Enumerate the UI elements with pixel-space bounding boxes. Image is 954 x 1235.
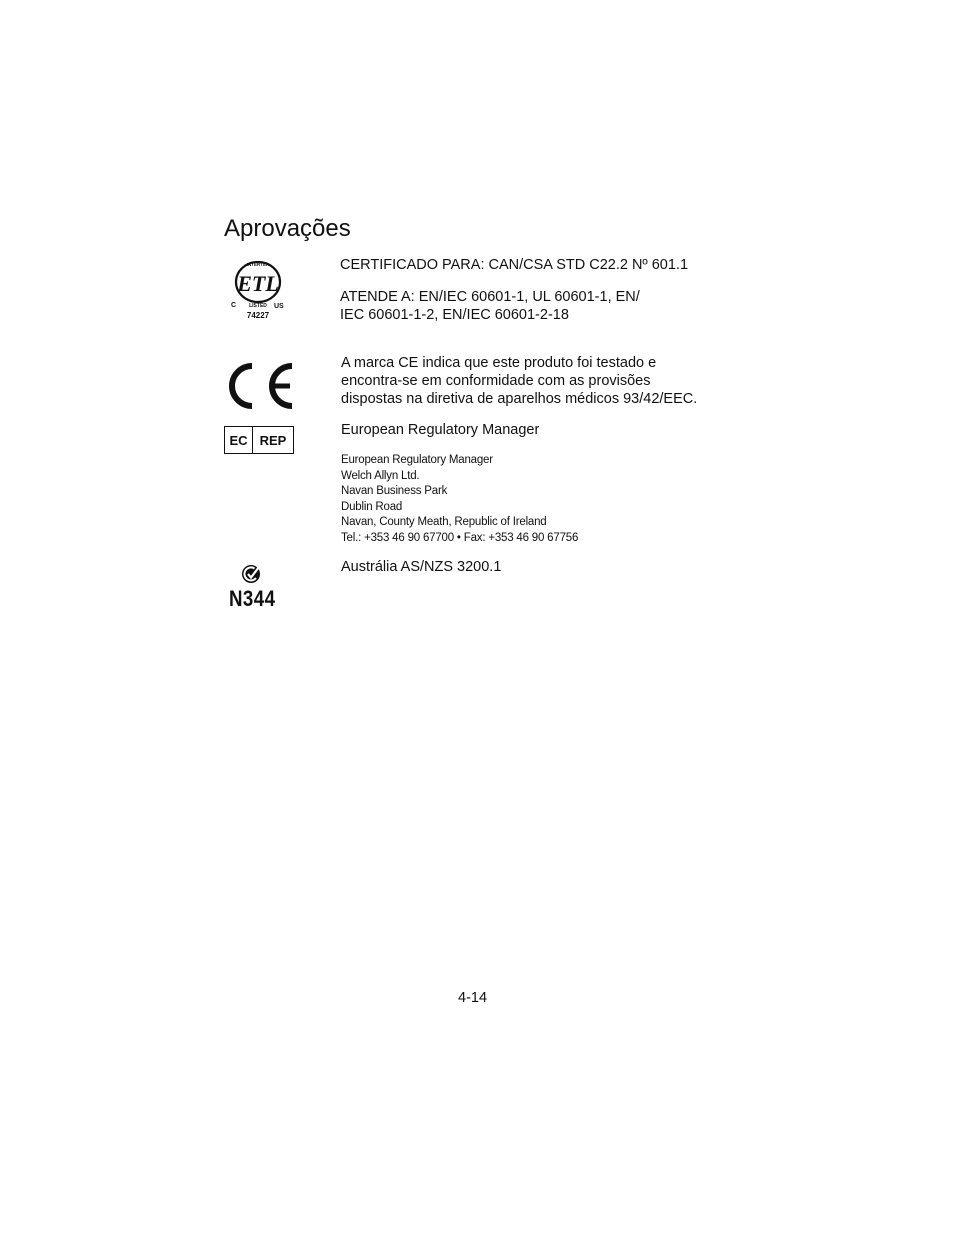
n344-code: N344 [229,586,276,611]
address-line: European Regulatory Manager [341,454,493,466]
page-number: 4-14 [458,990,488,1006]
etl-c-label: C [231,302,237,309]
ce-line: A marca CE indica que este produto foi testado e [341,355,657,371]
australia-standard: Austrália AS/NZS 3200.1 [341,559,502,575]
etl-certified-text: CERTIFICADO PARA: CAN/CSA STD C22.2 Nº 601.1 [340,257,689,273]
c-tick-mark-icon [240,563,264,585]
address-line: Welch Allyn Ltd. [341,469,420,482]
etl-meets-line: ATENDE A: EN/IEC 60601-1, UL 60601-1, EN/ [340,289,640,305]
ecrep-heading: European Regulatory Manager [341,422,540,438]
ce-mark-icon [224,360,298,412]
address-line: Navan, County Meath, Republic of Ireland [341,516,547,528]
address-line: Dublin Road [341,500,403,513]
etl-us-label: US [274,303,284,310]
address-line: Navan Business Park [341,485,448,497]
address-line: Tel.: +353 46 90 67700 • Fax: +353 46 90 67756 [341,531,579,544]
etl-meets-line: IEC 60601-1-2, EN/IEC 60601-2-18 [340,307,569,323]
ce-line: dispostas na diretiva de aparelhos médicos 93/42/EEC. [341,391,698,407]
etl-number: 74227 [246,311,270,320]
etl-arc-text: INTERTEK [246,262,270,267]
etl-letters: ETL [237,271,279,296]
ce-description [341,354,697,408]
ec-label: EC [225,427,253,453]
ecrep-address [341,453,578,546]
rep-label: REP [259,432,287,448]
ce-line: encontra-se em conformidade com as provisões [341,373,651,389]
etl-listed-text: LISTED [249,303,267,309]
etl-meets-standards [340,288,640,324]
etl-listed-mark-icon [228,258,290,322]
page-title: Aprovações [224,215,351,242]
ec-rep-symbol [224,426,294,454]
